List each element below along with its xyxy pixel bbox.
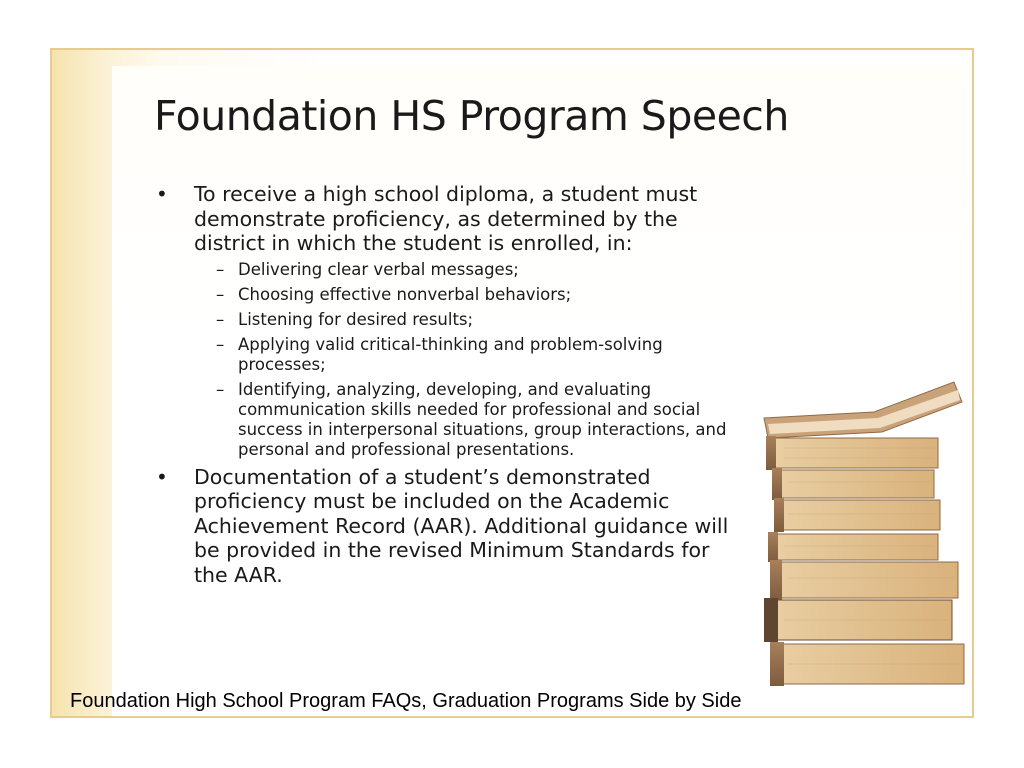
dash-glyph: – [216, 284, 225, 304]
sub-bullet-item [194, 380, 731, 460]
sub-bullet-item [194, 285, 731, 305]
sub-bullet-item [194, 335, 731, 375]
sub-bullet-text: Choosing effective nonverbal behaviors; [238, 284, 572, 304]
sub-bullet-item [194, 310, 731, 330]
bullet-list [156, 182, 731, 587]
sub-bullet-item [194, 260, 731, 280]
dash-glyph: – [216, 259, 225, 279]
slide-body [156, 182, 731, 589]
slide-footer: Foundation High School Program FAQs, Graduation Programs Side by Side [70, 690, 742, 712]
dash-glyph: – [216, 334, 225, 354]
bullet-item-1 [156, 182, 731, 460]
dash-glyph: – [216, 379, 225, 399]
sub-bullet-text: Listening for desired results; [238, 309, 474, 329]
sub-bullet-text: Identifying, analyzing, developing, and evaluating communication skills needed for professional and social success in interpersonal situations, group interactions, and personal and professional presentations. [238, 379, 727, 459]
sub-bullet-list [194, 260, 731, 460]
bullet-glyph: • [156, 182, 168, 206]
sub-bullet-text: Applying valid critical-thinking and problem-solving processes; [238, 334, 663, 374]
stack-of-books-illustration [754, 378, 974, 690]
sub-bullet-text: Delivering clear verbal messages; [238, 259, 519, 279]
slide-title: Foundation HS Program Speech [154, 92, 789, 140]
bullet-item-2 [156, 465, 731, 588]
dash-glyph: – [216, 309, 225, 329]
bullet-glyph: • [156, 464, 168, 489]
bullet-text-2: Documentation of a student’s demonstrated proficiency must be included on the Academic Achievement Record (AAR). Additional guidance will be provided in the revised Minimum Standards for the AAR. [194, 464, 729, 587]
bullet-text-1: To receive a high school diploma, a student must demonstrate proficiency, as determined by the district in which the student is enrolled, in: [194, 182, 698, 255]
